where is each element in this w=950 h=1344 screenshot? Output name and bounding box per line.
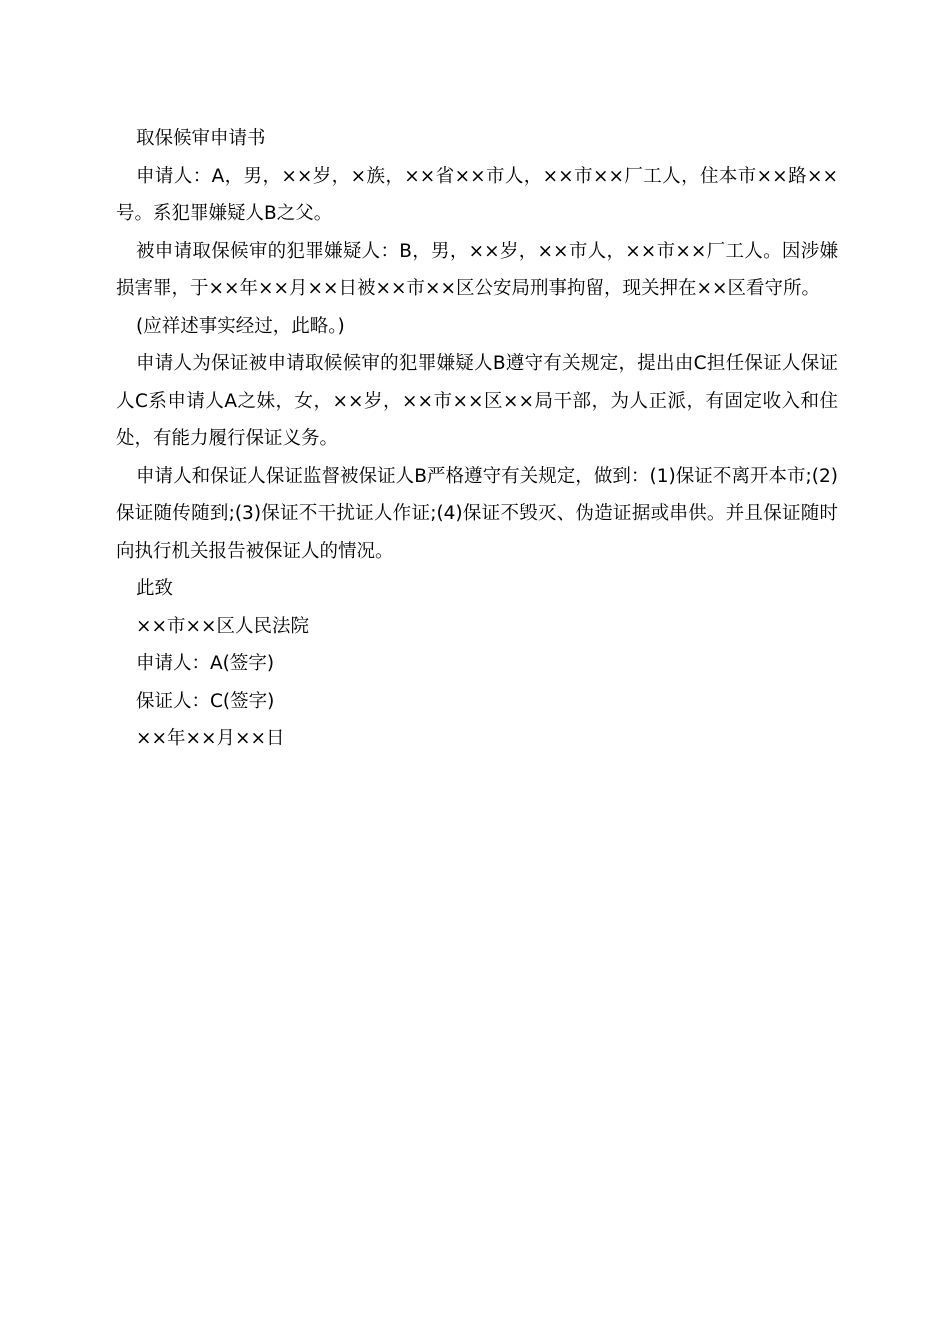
guarantor-paragraph: 申请人为保证被申请取候候审的犯罪嫌疑人B遵守有关规定，提出由C担任保证人保证人C系申请人A之妹，女，××岁，××市××区××局干部，为人正派，有固定收入和住处，有能力履行保证义务。 (116, 353, 838, 449)
obligations-paragraph: 申请人和保证人保证监督被保证人B严格遵守有关规定，做到：(1)保证不离开本市;(2)保证随传随到;(3)保证不干扰证人作证;(4)保证不毁灭、伪造证据或串供。并且保证随时向执行机关报告被保证人的情况。 (116, 465, 838, 562)
recipient-line: ××市××区人民法院 (136, 615, 310, 637)
guarantor-signature: 保证人：C(签字) (136, 690, 275, 712)
closing-line: 此致 (136, 578, 174, 599)
applicant-paragraph: 申请人：A，男，××岁，×族，××省××市人，××市××厂工人，住本市××路××号。系犯罪嫌疑人B之父。 (116, 165, 838, 224)
document-body (116, 120, 838, 758)
facts-note: (应祥述事实经过，此略。) (136, 315, 345, 337)
applicant-signature: 申请人：A(签字) (136, 653, 275, 674)
document-date: ××年××月××日 (136, 728, 285, 749)
document-title: 取保候审申请书 (136, 128, 266, 149)
suspect-paragraph: 被申请取保候审的犯罪嫌疑人：B，男，××岁，××市人，××市××厂工人。因涉嫌损害罪，于××年××月××日被××市××区公安局刑事拘留，现关押在××区看守所。 (116, 240, 838, 299)
